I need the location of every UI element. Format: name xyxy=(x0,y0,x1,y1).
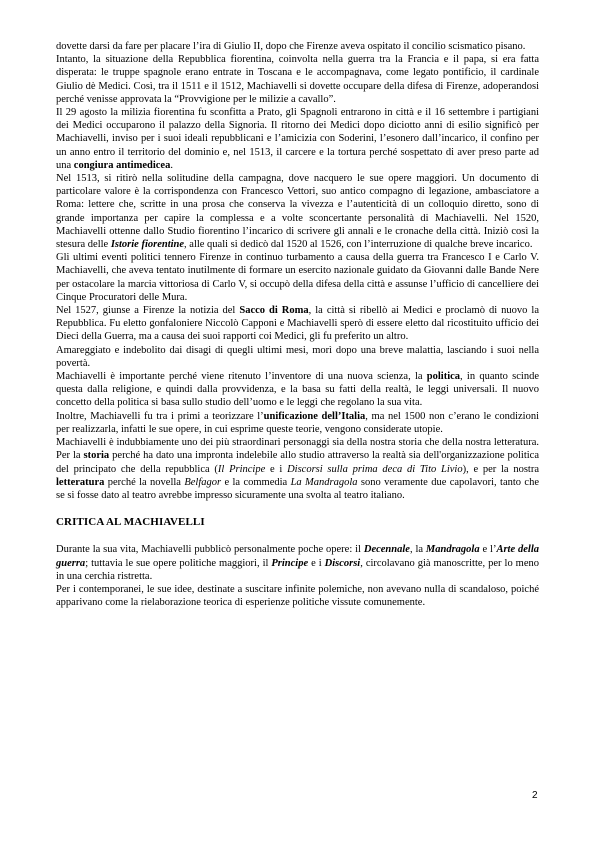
text-run: Gli ultimi eventi politici tennero Firenze in continuo turbamento a causa della guerra tra Francesco I e Carlo V. Machiavelli, che aveva tentato inutilmente di formare un esercito nazionale guidato da Giovanni dalle Bande Nere per ostacolare la marcia vittoriosa di Carlo V, si occupò della difesa della città e assunse l’ufficio di cancelliere dei Cinque Procuratori delle Mura. xyxy=(56,252,539,303)
page-number: 2 xyxy=(532,790,538,801)
text-run: Il 29 agosto la milizia fiorentina fu sconfitta a Prato, gli Spagnoli entrarono in città e il 16 settembre i partigiani dei Medici occuparono il palazzo della Signoria. Il ritorno dei Medici dopo diciotto anni di esilio significò per Machiavelli, inviso per i suoi ideali repubblicani e l’amicizia con Soderini, l’esonero dall’incarico, il confino per un anno entro il territorio del dominio e, nel 1513, il carcere e la tortura perché sospettato di aver preso parte ad una xyxy=(56,107,539,171)
text-run: Amareggiato e indebolito dai disagi di quegli ultimi mesi, morì dopo una breve malattia, lasciando i suoi nella povertà. xyxy=(56,344,539,369)
emphasized-text: Discorsi sulla prima deca di Tito Livio xyxy=(287,463,463,475)
paragraph xyxy=(56,106,539,172)
text-run: , in quanto scinde questa dalla religione, e quindi dalla provvidenza, e la basa su fatti della realtà, le leggi universali. Il nuovo concetto della politica si basa sullo studio dell’uomo e le leggi che regolano la sua vita. xyxy=(56,371,539,409)
text-run: Nel 1527, giunse a Firenze la notizia del xyxy=(56,305,240,317)
paragraph xyxy=(56,410,539,436)
text-run: e la commedia xyxy=(221,476,291,488)
text-run: e i xyxy=(265,463,288,475)
paragraph xyxy=(56,304,539,344)
paragraph xyxy=(56,436,539,502)
text-run: , alle quali si dedicò dal 1520 al 1526, con l’interruzione di qualche breve incarico. xyxy=(184,239,533,251)
emphasized-text: Istorie fiorentine xyxy=(110,239,185,251)
paragraph xyxy=(56,344,539,370)
emphasized-text: Principe xyxy=(271,557,309,569)
section-heading: CRITICA AL MACHIAVELLI xyxy=(56,516,205,529)
text-run: ), e per la nostra xyxy=(462,463,539,475)
text-run: Machiavelli è indubbiamente uno dei più straordinari personaggi sia della nostra storia che della nostra letteratura. Per la xyxy=(56,437,539,462)
emphasized-text: storia xyxy=(83,450,110,462)
emphasized-text: Belfagor xyxy=(184,476,222,488)
emphasized-text: Sacco di Roma xyxy=(239,305,309,317)
text-run: , la xyxy=(409,544,426,556)
text-run: Machiavelli è importante perché viene ritenuto l’inventore di una nuova scienza, la xyxy=(56,371,427,383)
text-run: , ma nel 1500 non c’erano le condizioni per realizzarla, infatti le sue opere, in cui esprime queste teorie, vengono considerate utopie. xyxy=(56,410,540,435)
text-run: . xyxy=(170,159,173,171)
paragraph xyxy=(56,251,539,304)
emphasized-text: congiura antimedicea xyxy=(73,159,171,171)
paragraph xyxy=(56,172,539,251)
text-run: e l’ xyxy=(479,544,497,556)
text-run: dovette darsi da fare per placare l’ira di Giulio II, dopo che Firenze aveva ospitato il concilio scismatico pisano. xyxy=(56,41,526,52)
emphasized-text: Decennale xyxy=(363,544,410,556)
text-run: sono veramente due capolavori, tanto che se si fosse dato al teatro avrebbe impresso sicuramente una svolta al teatro italiano. xyxy=(56,476,539,501)
emphasized-text: politica xyxy=(426,371,461,383)
emphasized-text: Discorsi xyxy=(324,557,361,569)
body-bottom xyxy=(56,543,539,609)
emphasized-text: Il Principe xyxy=(217,463,266,475)
emphasized-text: La Mandragola xyxy=(290,476,358,488)
text-run: perché la novella xyxy=(104,476,185,488)
paragraph xyxy=(56,53,539,106)
text-run: Inoltre, Machiavelli fu tra i primi a teorizzare l’ xyxy=(56,410,264,422)
text-run: perché ha dato una impronta indelebile allo studio attraverso la realtà sia dell'organizzazione politica del principato che della repubblica ( xyxy=(56,450,540,475)
emphasized-text: letteratura xyxy=(56,476,105,488)
text-run: Nel 1513, si ritirò nella solitudine della campagna, dove nacquero le sue opere maggiori. Un documento di particolare valore è la corrispondenza con Francesco Vettori, suo antico compagno di legazione, ambasciatore a Roma: lettere che, scritte in una prosa che conserva la vivezza e l’autenticità di un colloquio diretto, sono di grande importanza per capire la complessa e a volte sconcertante personalità di Machiavelli. Nel 1520, Machiavelli ottenne dallo Studio fiorentino l’incarico di scrivere gli annali e le cronache della città. Iniziò così la stesura delle xyxy=(56,173,539,251)
emphasized-text: unificazione dell’Italia xyxy=(263,410,366,422)
emphasized-text: Mandragola xyxy=(425,544,480,556)
paragraph xyxy=(56,583,539,609)
body-top xyxy=(56,40,539,502)
paragraph xyxy=(56,370,539,410)
text-run: e i xyxy=(308,557,325,569)
paragraph xyxy=(56,40,539,53)
text-run: Intanto, la situazione della Repubblica fiorentina, coinvolta nella guerra tra la Francia e il papa, si era fatta disperata: le truppe spagnole erano entrate in Toscana e le accompagnava, come legato pontificio, il cardinale Giulio dè Medici. Così, tra il 1511 e il 1512, Machiavelli si dovette occupare della difesa di Firenze, adoperandosi perché venisse approvata la “Provvigione per le milizie a cavallo”. xyxy=(56,54,539,105)
text-run: Per i contemporanei, le sue idee, destinate a suscitare infinite polemiche, non avevano nulla di scandaloso, poiché apparivano come la rielaborazione teorica di esperienze politiche vissute comunemente. xyxy=(56,583,539,609)
document-page xyxy=(56,40,539,609)
text-run: , la città si ribellò ai Medici e proclamò di nuovo la Repubblica. Fu eletto gonfaloniere Niccolò Capponi e Machiavelli sperò di essere eletto dal ricostituito ufficio dei Dieci della Guerra, ma a causa dei suoi rapporti coi Medici, gli fu preferito un altro. xyxy=(56,305,539,343)
text-run: , circolavano già manoscritte, per lo meno in una cerchia ristretta. xyxy=(56,557,539,582)
emphasized-text: Arte della guerra xyxy=(56,544,539,569)
text-run: ; tuttavia le sue opere politiche maggiori, il xyxy=(85,557,272,569)
text-run: Durante la sua vita, Machiavelli pubblicò personalmente poche opere: il xyxy=(56,544,364,556)
paragraph xyxy=(56,543,539,583)
